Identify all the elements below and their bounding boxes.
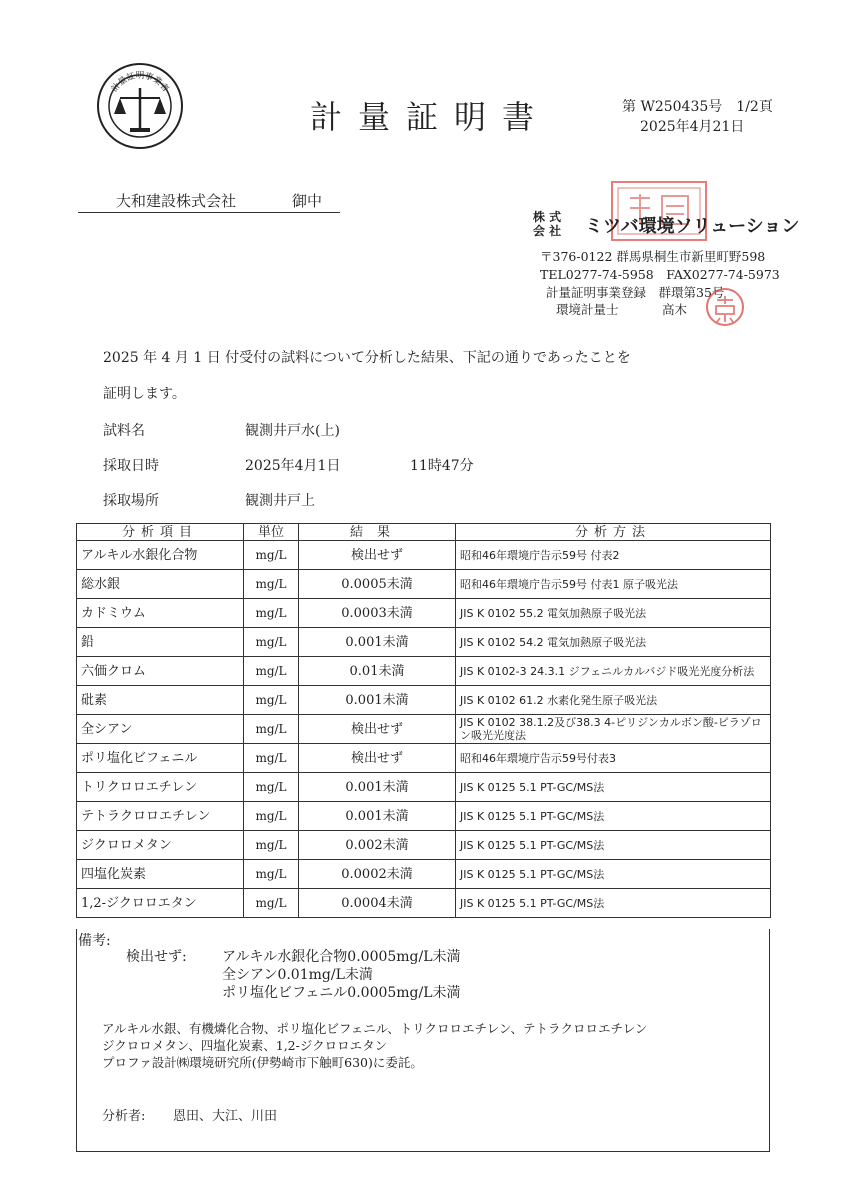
client-block [78, 190, 340, 213]
header-method: 分析方法 [456, 524, 771, 541]
sample-date-label: 採取日時 [103, 458, 159, 474]
method-cell: 昭和46年環境庁告示59号付表3 [456, 744, 771, 773]
not-detected-label: 検出せず: [126, 949, 187, 965]
document-number: 第 W250435号 1/2頁 [622, 99, 773, 115]
analysis-item-cell: 全シアン [77, 715, 244, 744]
sample-place-value: 観測井戸上 [245, 493, 315, 509]
analyst-names: 恩田、大江、川田 [173, 1109, 278, 1124]
result-cell: 0.01未満 [299, 657, 456, 686]
remark-note: ジクロロメタン、四塩化炭素、1,2-ジクロロエタン [102, 1038, 388, 1053]
analysis-item-cell: アルキル水銀化合物 [77, 541, 244, 570]
table-row [77, 889, 771, 918]
result-cell: 0.0002未満 [299, 860, 456, 889]
result-cell: 0.001未満 [299, 628, 456, 657]
method-cell: JIS K 0125 5.1 PT-GC/MS法 [456, 773, 771, 802]
analysis-item-cell: ジクロロメタン [77, 831, 244, 860]
header-result: 結果 [299, 524, 456, 541]
analysis-item-cell: 四塩化炭素 [77, 860, 244, 889]
result-cell: 検出せず [299, 541, 456, 570]
method-cell: JIS K 0125 5.1 PT-GC/MS法 [456, 831, 771, 860]
method-cell: JIS K 0102 54.2 電気加熱原子吸光法 [456, 628, 771, 657]
analysis-item-cell: 1,2-ジクロロエタン [77, 889, 244, 918]
results-table [76, 523, 771, 918]
unit-cell: mg/L [244, 715, 299, 744]
sample-time-value: 11時47分 [410, 458, 474, 474]
unit-cell: mg/L [244, 686, 299, 715]
remark-note: アルキル水銀、有機燐化合物、ポリ塩化ビフェニル、トリクロロエチレン、テトラクロロエチレン [102, 1021, 648, 1036]
unit-cell: mg/L [244, 744, 299, 773]
certification-emblem [96, 62, 184, 150]
unit-cell: mg/L [244, 831, 299, 860]
table-row [77, 715, 771, 744]
table-row [77, 657, 771, 686]
sample-place-label: 採取場所 [103, 493, 159, 509]
unit-cell: mg/L [244, 860, 299, 889]
table-row [77, 802, 771, 831]
result-cell: 0.001未満 [299, 773, 456, 802]
issuer-address: 〒376-0122 群馬県桐生市新里町野598 [540, 249, 766, 264]
analysis-item-cell: 六価クロム [77, 657, 244, 686]
issue-date: 2025年4月21日 [640, 119, 745, 135]
sample-name-label: 試料名 [103, 423, 145, 439]
table-row [77, 599, 771, 628]
table-row [77, 831, 771, 860]
unit-cell: mg/L [244, 802, 299, 831]
method-cell: JIS K 0102 61.2 水素化発生原子吸光法 [456, 686, 771, 715]
table-row [77, 541, 771, 570]
analysis-item-cell: カドミウム [77, 599, 244, 628]
personal-seal-stamp [704, 286, 746, 328]
table-row [77, 773, 771, 802]
method-cell: JIS K 0102-3 24.3.1 ジフェニルカルバジド吸光光度分析法 [456, 657, 771, 686]
unit-cell: mg/L [244, 541, 299, 570]
unit-cell: mg/L [244, 570, 299, 599]
remarks-title: 備考: [78, 933, 111, 949]
client-honorific: 御中 [292, 192, 323, 210]
result-cell: 検出せず [299, 715, 456, 744]
table-row [77, 860, 771, 889]
method-cell: 昭和46年環境庁告示59号 付表2 [456, 541, 771, 570]
issuer-registration: 計量証明事業登録 群環第35号 [546, 285, 725, 300]
header-analysis-item: 分析項目 [77, 524, 244, 541]
method-cell: JIS K 0102 38.1.2及び38.3 4-ピリジンカルボン酸-ピラゾロン吸光光度法 [456, 715, 771, 744]
unit-cell: mg/L [244, 599, 299, 628]
table-header-row [77, 524, 771, 541]
issuer-company-name: ミツバ環境ソリューション [585, 216, 800, 237]
unit-cell: mg/L [244, 889, 299, 918]
analysis-item-cell: トリクロロエチレン [77, 773, 244, 802]
analysis-item-cell: テトラクロロエチレン [77, 802, 244, 831]
table-row [77, 628, 771, 657]
result-cell: 0.0004未満 [299, 889, 456, 918]
analyst-label: 分析者: [102, 1109, 146, 1124]
header-unit: 単位 [244, 524, 299, 541]
document-title: 計量証明書 [310, 98, 551, 136]
result-cell: 0.001未満 [299, 802, 456, 831]
intro-line-2: 証明します。 [103, 386, 186, 402]
analysis-item-cell: ポリ塩化ビフェニル [77, 744, 244, 773]
not-detected-line: アルキル水銀化合物0.0005mg/L未満 [222, 949, 461, 965]
analysis-item-cell: 鉛 [77, 628, 244, 657]
measurer-name: 高木 [662, 302, 688, 317]
analysis-item-cell: 砒素 [77, 686, 244, 715]
not-detected-line: 全シアン0.01mg/L未満 [222, 967, 373, 983]
result-cell: 0.001未満 [299, 686, 456, 715]
sample-name-value: 観測井戸水(上) [245, 423, 340, 439]
method-cell: JIS K 0125 5.1 PT-GC/MS法 [456, 802, 771, 831]
intro-line-1: 2025 年 4 月 1 日 付受付の試料について分析した結果、下記の通りであったことを [103, 350, 631, 366]
table-row [77, 570, 771, 599]
not-detected-line: ポリ塩化ビフェニル0.0005mg/L未満 [222, 985, 461, 1001]
client-name: 大和建設株式会社 [116, 192, 237, 210]
method-cell: JIS K 0125 5.1 PT-GC/MS法 [456, 889, 771, 918]
unit-cell: mg/L [244, 657, 299, 686]
result-cell: 0.0003未満 [299, 599, 456, 628]
method-cell: JIS K 0102 55.2 電気加熱原子吸光法 [456, 599, 771, 628]
emblem-text: 計量証明事業者 [109, 71, 171, 95]
unit-cell: mg/L [244, 773, 299, 802]
table-row [77, 686, 771, 715]
sample-date-value: 2025年4月1日 [245, 458, 341, 474]
result-cell: 0.0005未満 [299, 570, 456, 599]
result-cell: 検出せず [299, 744, 456, 773]
issuer-tel-fax: TEL0277-74-5958 FAX0277-74-5973 [540, 267, 780, 282]
company-type-label: 株 式 会 社 [533, 210, 562, 238]
measurer-label: 環境計量士 [556, 302, 619, 317]
analysis-item-cell: 総水銀 [77, 570, 244, 599]
unit-cell: mg/L [244, 628, 299, 657]
remark-note: プロファ設計㈱環境研究所(伊勢崎市下触町630)に委託。 [102, 1055, 423, 1070]
table-row [77, 744, 771, 773]
method-cell: 昭和46年環境庁告示59号 付表1 原子吸光法 [456, 570, 771, 599]
result-cell: 0.002未満 [299, 831, 456, 860]
method-cell: JIS K 0125 5.1 PT-GC/MS法 [456, 860, 771, 889]
